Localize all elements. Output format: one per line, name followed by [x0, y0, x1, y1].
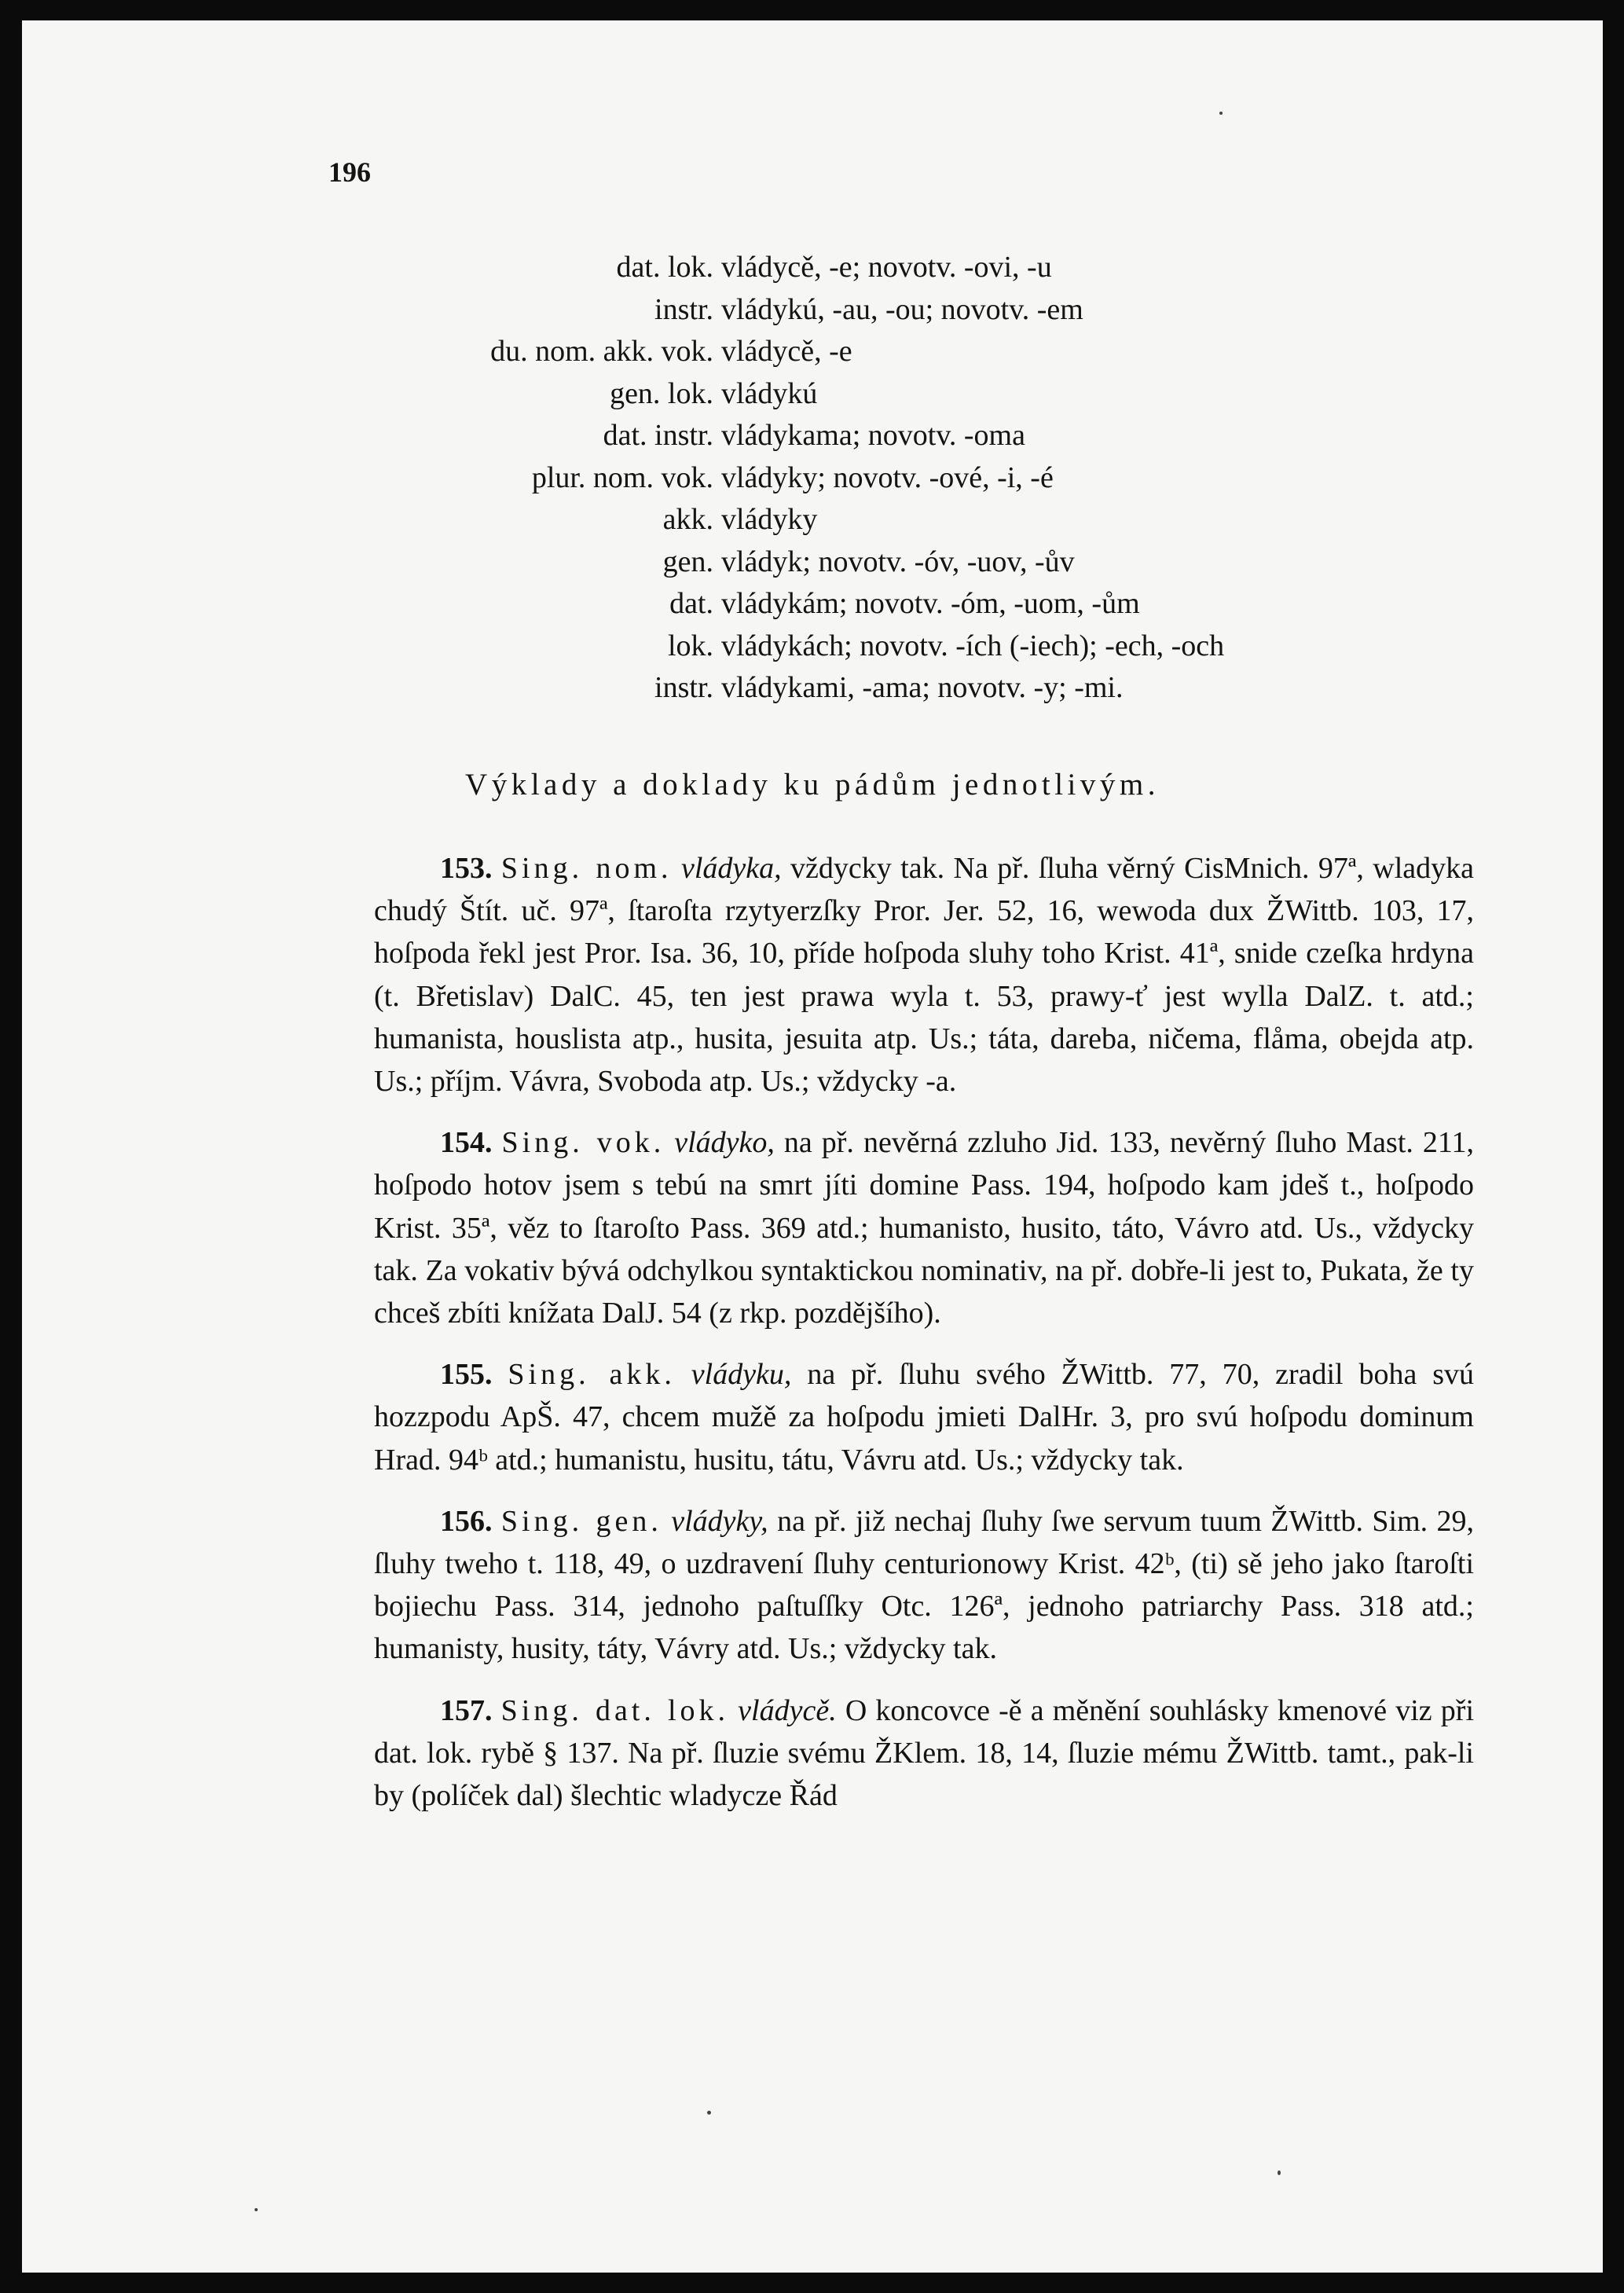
- case-form: vládykama; novotv. -oma: [721, 419, 1025, 452]
- declension-paradigm: [360, 247, 1224, 710]
- scan-speck: [1278, 2170, 1281, 2175]
- case-label: instr.: [654, 292, 713, 326]
- case-form: vládycě, -e; novotv. -ovi, -u: [721, 251, 1052, 284]
- headword: vládyka,: [680, 852, 782, 885]
- paradigm-row: [360, 415, 1224, 457]
- section-number: 155.: [440, 1358, 493, 1392]
- section-text: na př. ſluhu svého ŽWittb. 77, 70, zradil boha svú hozzpodu ApŠ. 47, chcem mužě za hoſpodu jmieti DalHr. 3, pro svú hoſpodu dominum Hrad. 94ᵇ atd.; humanistu, husitu, tátu, Vávru atd. Us.; vždycky tak.: [374, 1358, 1475, 1477]
- case-form: vládyky: [721, 503, 818, 536]
- case-label: dat. instr.: [603, 419, 713, 452]
- section-number: 153.: [440, 852, 493, 885]
- case-label: dat.: [669, 587, 713, 620]
- case-label: lok.: [667, 629, 713, 662]
- paradigm-row: [360, 541, 1224, 584]
- section-paragraph: [374, 1121, 1474, 1334]
- paradigm-row: [360, 457, 1224, 500]
- case-form: vládycě, -e: [721, 335, 852, 368]
- case-name: Sing. vok.: [501, 1126, 665, 1160]
- commentary-sections: [374, 847, 1474, 1836]
- case-name: Sing. nom.: [500, 852, 673, 885]
- paradigm-row: [360, 499, 1224, 541]
- paradigm-row: [360, 667, 1224, 710]
- section-text: na př. již nechaj ſluhy ſwe servum tuum ŽWittb. Sim. 29, ſluhy tweho t. 118, 49, o uzdravení ſluhy centurionowy Krist. 42ᵇ, (ti) sě jeho jako ſtaroſti bojiechu Pass. 314, jednoho paſtuſſky Otc. 126ª, jednoho patriarchy Pass. 318 atd.; humanisty, husity, táty, Vávry atd. Us.; vždycky tak.: [374, 1504, 1475, 1666]
- paradigm-row: [360, 626, 1224, 668]
- section-number: 154.: [440, 1126, 493, 1160]
- headword: vládyky,: [671, 1504, 768, 1538]
- section-number: 156.: [440, 1504, 493, 1538]
- case-label: plur. nom. vok.: [531, 460, 713, 494]
- case-label: du. nom. akk. vok.: [490, 335, 713, 368]
- case-form: vládykám; novotv. -óm, -uom, -ům: [721, 587, 1140, 620]
- section-text: vždycky tak. Na př. ſluha věrný CisMnich. 97ª, wladyka chudý Štít. uč. 97ª, ſtaroſta rzytyerzſky Pror. Jer. 52, 16, wewoda dux ŽWittb. 103, 17, hoſpoda řekl jest Pror. Isa. 36, 10, příde hoſpoda sluhy toho Krist. 41ª, snide czeſka hrdyna (t. Břetislav) DalC. 45, ten jest prawa wyla t. 53, prawy-ť jest wylla DalZ. t. atd.; humanista, houslista atp., husita, jesuita atp. Us.; táta, dareba, ničema, flåma, obejda atp. Us.; příjm. Vávra, Svoboda atp. Us.; vždycky -a.: [374, 852, 1475, 1099]
- headword: vládyko,: [674, 1126, 775, 1160]
- case-form: vládyk; novotv. -óv, -uov, -ův: [721, 545, 1075, 578]
- section-paragraph: [374, 1500, 1474, 1671]
- section-paragraph: [374, 1689, 1474, 1818]
- case-name: Sing. gen.: [500, 1504, 662, 1538]
- case-name: Sing. akk.: [508, 1358, 676, 1392]
- section-paragraph: [374, 847, 1474, 1102]
- case-form: vládykú, -au, -ou; novotv. -em: [721, 292, 1083, 326]
- headword: vládycě.: [738, 1693, 837, 1727]
- section-number: 157.: [440, 1693, 493, 1727]
- case-form: vládykami, -ama; novotv. -y; -mi.: [721, 671, 1124, 704]
- scan-speck: [1219, 112, 1223, 115]
- paradigm-row: [360, 373, 1224, 416]
- paradigm-row: [360, 247, 1224, 289]
- paradigm-row: [360, 289, 1224, 332]
- case-label: akk.: [662, 503, 713, 536]
- section-text: na př. nevěrná zzluho Jid. 133, nevěrný ſluho Mast. 211, hoſpodo hotov jsem s tebú na smrt jíti domine Pass. 194, hoſpodo kam jdeš t., hoſpodo Krist. 35ª, věz to ſtaroſto Pass. 369 atd.; humanisto, husito, táto, Vávro atd. Us., vždycky tak. Za vokativ bývá odchylkou syntaktickou nominativ, na př. dobře-li jest to, Pukata, že ty chceš zbíti knížata DalJ. 54 (z rkp. pozdějšího).: [374, 1126, 1474, 1330]
- case-name: Sing. dat. lok.: [500, 1693, 730, 1727]
- case-label: dat. lok.: [616, 251, 713, 284]
- case-label: gen. lok.: [610, 376, 713, 410]
- page-number: 196: [328, 156, 371, 188]
- scan-speck: [707, 2111, 711, 2115]
- book-page: [22, 20, 1603, 2273]
- section-text: O koncovce -ě a měnění souhlásky kmenové viz při dat. lok. rybě § 137. Na př. ſluzie svému ŽKlem. 18, 14, ſluzie mému ŽWittb. tamt., pak-li by (políček dal) šlechtic wladycze Řád: [374, 1693, 1475, 1813]
- case-label: gen.: [662, 545, 713, 578]
- case-label: instr.: [654, 671, 713, 704]
- case-form: vládyky; novotv. -ové, -i, -é: [721, 460, 1054, 494]
- section-heading: Výklady a doklady ku pádům jednotlivým.: [465, 768, 1160, 802]
- headword: vládyku,: [691, 1358, 792, 1392]
- scan-speck: [255, 2208, 258, 2211]
- paradigm-row: [360, 583, 1224, 626]
- paradigm-row: [360, 331, 1224, 373]
- section-paragraph: [374, 1353, 1474, 1481]
- case-form: vládykách; novotv. -ích (-iech); -ech, -och: [721, 629, 1225, 662]
- case-form: vládykú: [721, 376, 818, 410]
